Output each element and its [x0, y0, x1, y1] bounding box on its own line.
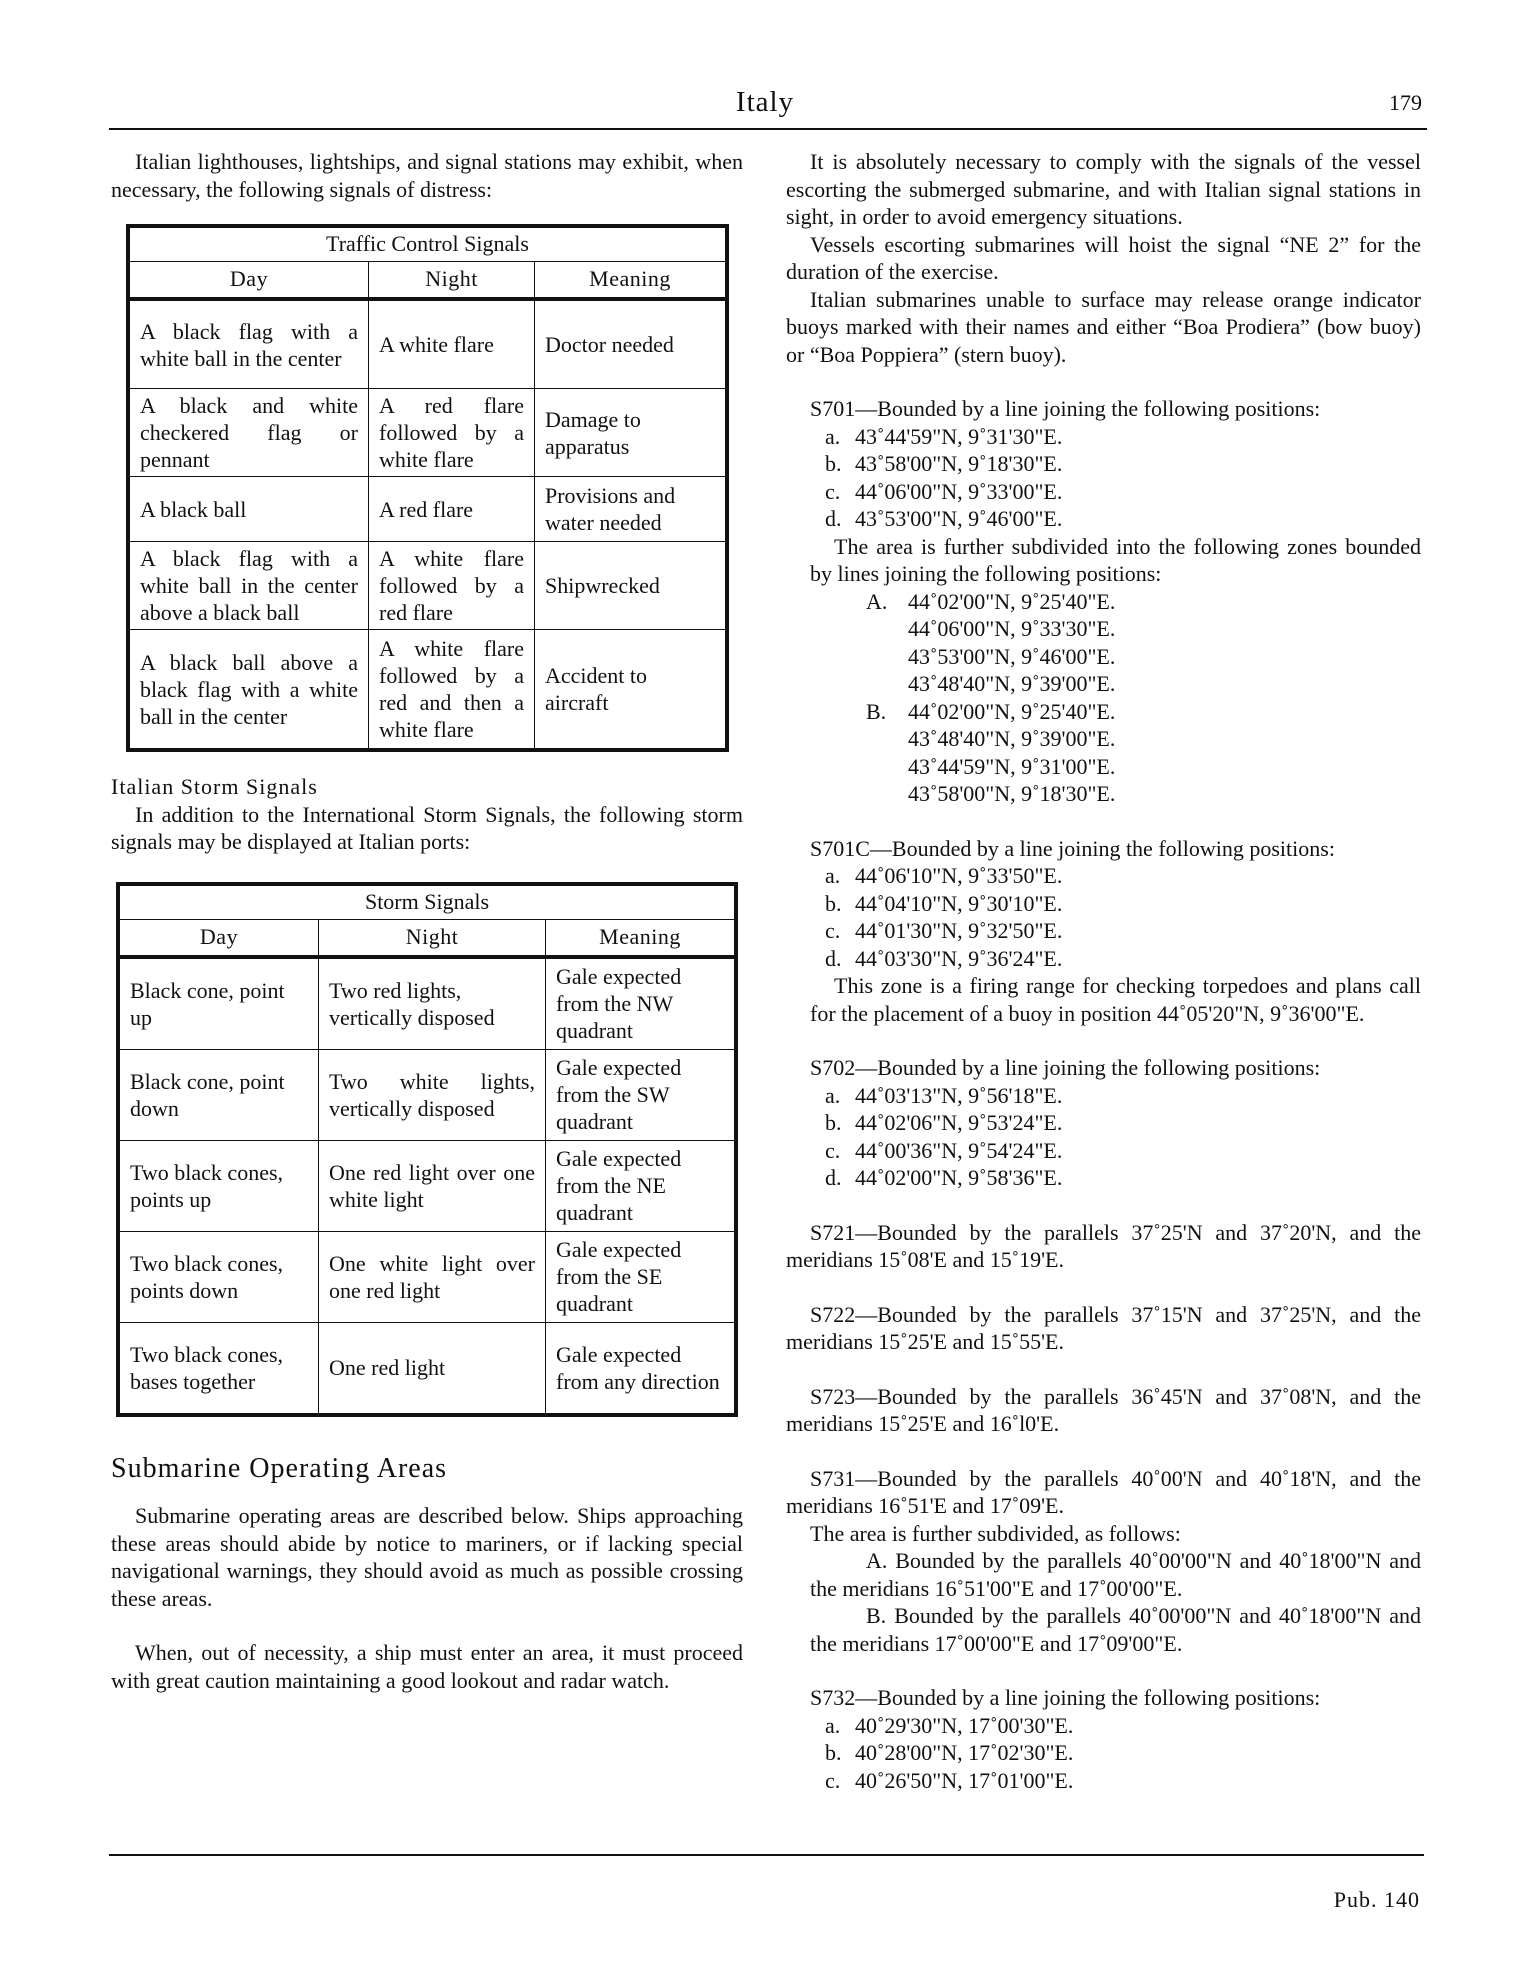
area-s723: S723—Bounded by the parallels 36˚45'N and 37˚08'N, and the meridians 15˚25'E and 16˚l0'E.	[786, 1383, 1421, 1436]
list-item	[786, 1137, 1421, 1165]
storm-signals-table	[116, 882, 738, 1417]
paragraph: Vessels escorting submarines will hoist the signal “NE 2” for the duration of the exercise.	[786, 231, 1421, 284]
item-text: 40˚29'30"N, 17˚00'30"E.	[855, 1712, 1074, 1738]
table-cell: Two white lights, vertically disposed	[319, 1049, 546, 1140]
table-row	[128, 542, 727, 630]
area-s732	[786, 1684, 1421, 1794]
area-note: The area is further subdivided, as follows:	[810, 1520, 1181, 1546]
item-label: c.	[825, 478, 841, 504]
storm-signals-heading: Italian Storm Signals	[111, 774, 318, 799]
zone-position: 44˚06'00"N, 9˚33'30"E.	[908, 616, 1116, 641]
zone-position: 44˚02'00"N, 9˚25'40"E.	[908, 698, 1116, 724]
item-text: 43˚44'59"N, 9˚31'30"E.	[855, 423, 1063, 449]
section-title: Submarine Operating Areas	[111, 1452, 448, 1484]
table-cell: Gale expected from any direction	[546, 1322, 737, 1415]
page-title: Italy	[735, 86, 795, 118]
subdivision-a: A. Bounded by the parallels 40˚00'00"N and 40˚18'00"N and the meridians 16˚51'00"E and 17˚00'00"E.	[810, 1548, 1421, 1601]
subdivision-b: B. Bounded by the parallels 40˚00'00"N and 40˚18'00"N and the meridians 17˚00'00"E and 17˚09'00"E.	[810, 1603, 1421, 1656]
table-row	[118, 1049, 736, 1140]
list-item	[786, 890, 1421, 918]
submarine-para-2: When, out of necessity, a ship must enter an area, it must proceed with great caution maintaining a good lookout and radar watch.	[111, 1640, 743, 1693]
list-item	[786, 1164, 1421, 1192]
item-text: 44˚06'00"N, 9˚33'00"E.	[855, 478, 1063, 504]
item-label: a.	[825, 1082, 841, 1108]
area-s722: S722—Bounded by the parallels 37˚15'N and 37˚25'N, and the meridians 15˚25'E and 15˚55'E.	[786, 1301, 1421, 1354]
area-heading: S731—Bounded by the parallels 40˚00'N and 40˚18'N, and the meridians 16˚51'E and 17˚09'E.	[786, 1465, 1421, 1518]
list-item	[786, 478, 1421, 506]
zone-position: 43˚48'40"N, 9˚39'00"E.	[908, 726, 1116, 751]
item-text: 44˚04'10"N, 9˚30'10"E.	[855, 890, 1063, 916]
zone-position: 44˚02'00"N, 9˚25'40"E.	[908, 588, 1116, 614]
item-text: 44˚03'30"N, 9˚36'24"E.	[855, 945, 1063, 971]
item-text: 43˚58'00"N, 9˚18'30"E.	[855, 451, 1063, 476]
zone-position: 43˚44'59"N, 9˚31'00"E.	[908, 753, 1116, 779]
list-item	[786, 917, 1421, 945]
table-cell: A black ball above a black flag with a white ball in the center	[128, 630, 369, 751]
area-heading: S701C—Bounded by a line joining the following positions:	[810, 835, 1335, 861]
left-column	[111, 148, 743, 1694]
item-label: d.	[825, 1165, 842, 1190]
area-note: The area is further subdivided into the following zones bounded by lines joining the following positions:	[810, 533, 1421, 586]
traffic-control-table	[126, 224, 729, 752]
item-label: b.	[825, 1740, 842, 1765]
table-row	[118, 1140, 736, 1231]
area-note: This zone is a firing range for checking torpedoes and plans call for the placement of a buoy in position 44˚05'20"N, 9˚36'00"E.	[810, 973, 1421, 1026]
table-cell: A white flare followed by a red flare	[369, 542, 535, 630]
area-heading: S702—Bounded by a line joining the following positions:	[810, 1055, 1321, 1080]
list-item	[786, 423, 1421, 451]
storm-intro: In addition to the International Storm Signals, the following storm signals may be displayed at Italian ports:	[111, 801, 743, 854]
table-cell: A black flag with a white ball in the center above a black ball	[128, 542, 369, 630]
table-cell: Doctor needed	[535, 299, 728, 389]
item-text: 44˚00'36"N, 9˚54'24"E.	[855, 1137, 1063, 1163]
table-cell: One red light	[319, 1322, 546, 1415]
distress-intro: Italian lighthouses, lightships, and signal stations may exhibit, when necessary, the following signals of distress:	[111, 149, 743, 202]
table-cell: Provisions and water needed	[535, 477, 728, 542]
header-rule	[109, 128, 1427, 130]
area-heading: S732—Bounded by a line joining the following positions:	[810, 1685, 1321, 1710]
zone-position: 43˚58'00"N, 9˚18'30"E.	[908, 781, 1116, 806]
column-header: Day	[128, 262, 369, 300]
table-row	[128, 477, 727, 542]
item-label: b.	[825, 890, 842, 916]
item-label: b.	[825, 1110, 842, 1135]
list-item	[786, 1712, 1421, 1740]
area-s702	[786, 1054, 1421, 1192]
table-cell: Damage to apparatus	[535, 389, 728, 477]
column-header: Night	[369, 262, 535, 300]
zone-position: 43˚53'00"N, 9˚46'00"E.	[908, 643, 1116, 669]
table-cell: One red light over one white light	[319, 1140, 546, 1231]
column-header: Night	[319, 919, 546, 957]
column-header: Day	[118, 919, 319, 957]
list-item	[786, 1109, 1421, 1137]
table-row	[118, 957, 736, 1050]
publication-label: Pub. 140	[1333, 1887, 1420, 1912]
item-text: 44˚02'06"N, 9˚53'24"E.	[855, 1110, 1063, 1135]
table-cell: A red flare	[369, 477, 535, 542]
item-label: b.	[825, 451, 842, 476]
table-cell: Gale expected from the SE quadrant	[546, 1231, 737, 1322]
table-row	[128, 389, 727, 477]
item-text: 43˚53'00"N, 9˚46'00"E.	[855, 506, 1063, 531]
footer-rule	[109, 1854, 1424, 1856]
table-cell: Shipwrecked	[535, 542, 728, 630]
table-cell: A black ball	[128, 477, 369, 542]
area-s701c	[786, 835, 1421, 1028]
list-item	[786, 1739, 1421, 1767]
item-label: c.	[825, 918, 841, 943]
table-row	[128, 299, 727, 389]
item-label: a.	[825, 1712, 841, 1738]
table-row	[128, 630, 727, 751]
submarine-para-1: Submarine operating areas are described below. Ships approaching these areas should abide by notice to mariners, or if lacking special navigational warnings, they should avoid as much as possible crossing these areas.	[111, 1503, 743, 1611]
item-label: c.	[825, 1767, 841, 1793]
list-item	[786, 450, 1421, 478]
table-caption: Storm Signals	[118, 884, 736, 920]
table-cell: Two black cones, bases together	[118, 1322, 319, 1415]
table-cell: Gale expected from the NW quadrant	[546, 957, 737, 1050]
item-text: 40˚26'50"N, 17˚01'00"E.	[855, 1767, 1074, 1793]
item-label: d.	[825, 945, 842, 971]
column-header: Meaning	[535, 262, 728, 300]
table-caption: Traffic Control Signals	[128, 226, 727, 262]
zone-position: 43˚48'40"N, 9˚39'00"E.	[908, 671, 1116, 696]
item-label: a.	[825, 423, 841, 449]
table-cell: A white flare	[369, 299, 535, 389]
table-cell: Accident to aircraft	[535, 630, 728, 751]
page-number: 179	[1389, 90, 1422, 115]
table-cell: Black cone, point up	[118, 957, 319, 1050]
area-s701	[786, 395, 1421, 808]
item-text: 44˚03'13"N, 9˚56'18"E.	[855, 1082, 1063, 1108]
item-text: 44˚02'00"N, 9˚58'36"E.	[855, 1165, 1063, 1190]
item-text: 40˚28'00"N, 17˚02'30"E.	[855, 1740, 1074, 1765]
item-label: c.	[825, 1137, 841, 1163]
list-item	[786, 945, 1421, 973]
table-cell: Two black cones, points down	[118, 1231, 319, 1322]
table-cell: Gale expected from the SW quadrant	[546, 1049, 737, 1140]
list-item	[786, 505, 1421, 533]
list-item	[786, 1082, 1421, 1110]
zone-b	[786, 698, 1421, 808]
list-item	[786, 1767, 1421, 1795]
list-item	[786, 862, 1421, 890]
area-heading: S701—Bounded by a line joining the following positions:	[810, 396, 1321, 421]
column-header: Meaning	[546, 919, 737, 957]
table-cell: A red flare followed by a white flare	[369, 389, 535, 477]
table-cell: Two red lights, vertically disposed	[319, 957, 546, 1050]
zone-a	[786, 588, 1421, 698]
table-cell: Two black cones, points up	[118, 1140, 319, 1231]
paragraph: It is absolutely necessary to comply with the signals of the vessel escorting the submerged submarine, and with Italian signal stations in sight, in order to avoid emergency situations.	[786, 149, 1421, 229]
item-label: a.	[825, 863, 841, 888]
table-row	[118, 1322, 736, 1415]
paragraph: Italian submarines unable to surface may release orange indicator buoys marked with their names and either “Boa Prodiera” (bow buoy) or “Boa Poppiera” (stern buoy).	[786, 286, 1421, 367]
zone-label: B.	[866, 698, 887, 724]
table-cell: Black cone, point down	[118, 1049, 319, 1140]
table-row	[118, 1231, 736, 1322]
table-cell: One white light over one red light	[319, 1231, 546, 1322]
zone-label: A.	[866, 588, 888, 614]
item-text: 44˚01'30"N, 9˚32'50"E.	[855, 918, 1063, 943]
table-cell: Gale expected from the NE quadrant	[546, 1140, 737, 1231]
area-s731	[786, 1465, 1421, 1658]
table-cell: A black flag with a white ball in the center	[128, 299, 369, 389]
item-text: 44˚06'10"N, 9˚33'50"E.	[855, 863, 1063, 888]
item-label: d.	[825, 506, 842, 531]
table-cell: A white flare followed by a red and then a white flare	[369, 630, 535, 751]
right-column	[786, 148, 1421, 1794]
area-s721: S721—Bounded by the parallels 37˚25'N and 37˚20'N, and the meridians 15˚08'E and 15˚19'E.	[786, 1219, 1421, 1272]
table-cell: A black and white checkered flag or pennant	[128, 389, 369, 477]
